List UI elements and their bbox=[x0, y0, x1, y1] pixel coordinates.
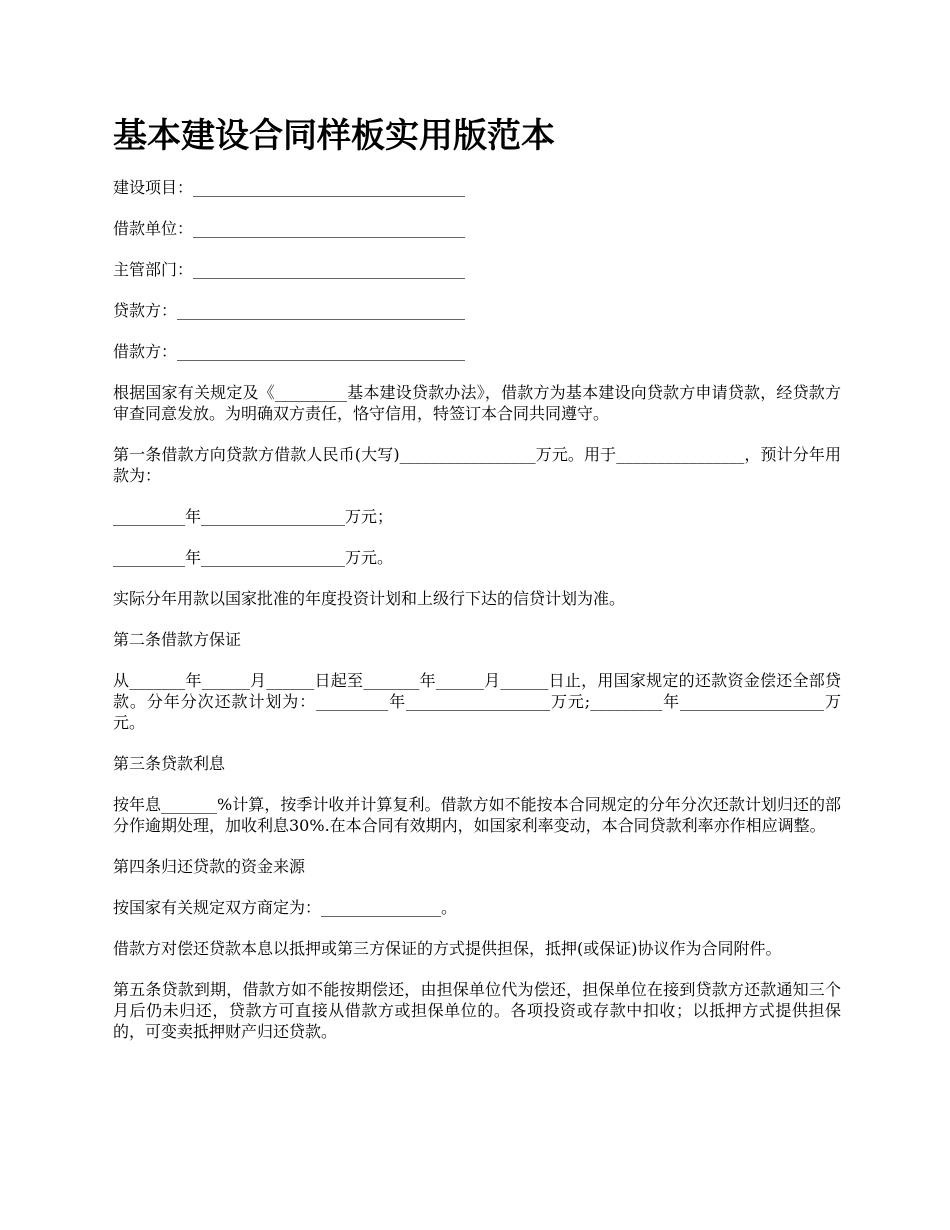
article-3-heading: 第三条贷款利息 bbox=[113, 754, 226, 773]
article-4-heading: 第四条归还贷款的资金来源 bbox=[113, 857, 306, 876]
annual-usage-note: 实际分年用款以国家批准的年度投资计划和上级行下达的信贷计划为准。 bbox=[113, 589, 626, 608]
annual-usage-line-1: _________年__________________万元； bbox=[113, 507, 394, 526]
article-5-paragraph: 第五条贷款到期，借款方如不能按期偿还，由担保单位代为偿还，担保单位在接到贷款方还款通知三个月后仍未归还，贷款方可直接从借款方或担保单位的。各项投资或存款中扣收；以抵押方式提供担保的，可变卖抵押财产归还贷款。 bbox=[113, 980, 841, 1041]
field-lender: 贷款方：____________________________________ bbox=[113, 301, 466, 320]
preamble-paragraph: 根据国家有关规定及《_________基本建设贷款办法》，借款方为基本建设向贷款方申请贷款，经贷款方审查同意发放。为明确双方责任，恪守信用，特签订本合同共同遵守。 bbox=[113, 383, 841, 423]
document-title: 基本建设合同样板实用版范本 bbox=[113, 116, 555, 156]
annual-usage-line-2: _________年__________________万元。 bbox=[113, 548, 394, 567]
guarantee-paragraph: 借款方对偿还贷款本息以抵押或第三方保证的方式提供担保，抵押(或保证)协议作为合同附件。 bbox=[113, 939, 782, 958]
field-borrower: 借款方：____________________________________ bbox=[113, 342, 466, 361]
field-construction-project: 建设项目：__________________________________ bbox=[113, 178, 466, 197]
article-2-heading: 第二条借款方保证 bbox=[113, 630, 242, 649]
article-3-paragraph: 按年息_______%计算，按季计收并计算复利。借款方如不能按本合同规定的分年分次还款计划归还的部分作逾期处理，加收利息30%.在本合同有效期内，如国家利率变动，本合同贷款利率亦作相应调整。 bbox=[113, 795, 841, 835]
article-4-paragraph: 按国家有关规定双方商定为：_______________。 bbox=[113, 898, 458, 917]
document-page bbox=[113, 112, 841, 1062]
field-supervising-department: 主管部门：__________________________________ bbox=[113, 260, 466, 279]
article-2-paragraph: 从_______年______月______日起至_______年______月______日止，用国家规定的还款资金偿还全部贷款。分年分次还款计划为：_________年__________________万元;_________年__________________万元。 bbox=[113, 671, 841, 732]
article-1-paragraph: 第一条借款方向贷款方借款人民币(大写)_________________万元。用于________________，预计分年用款为： bbox=[113, 445, 841, 485]
field-borrowing-unit: 借款单位：__________________________________ bbox=[113, 219, 466, 238]
